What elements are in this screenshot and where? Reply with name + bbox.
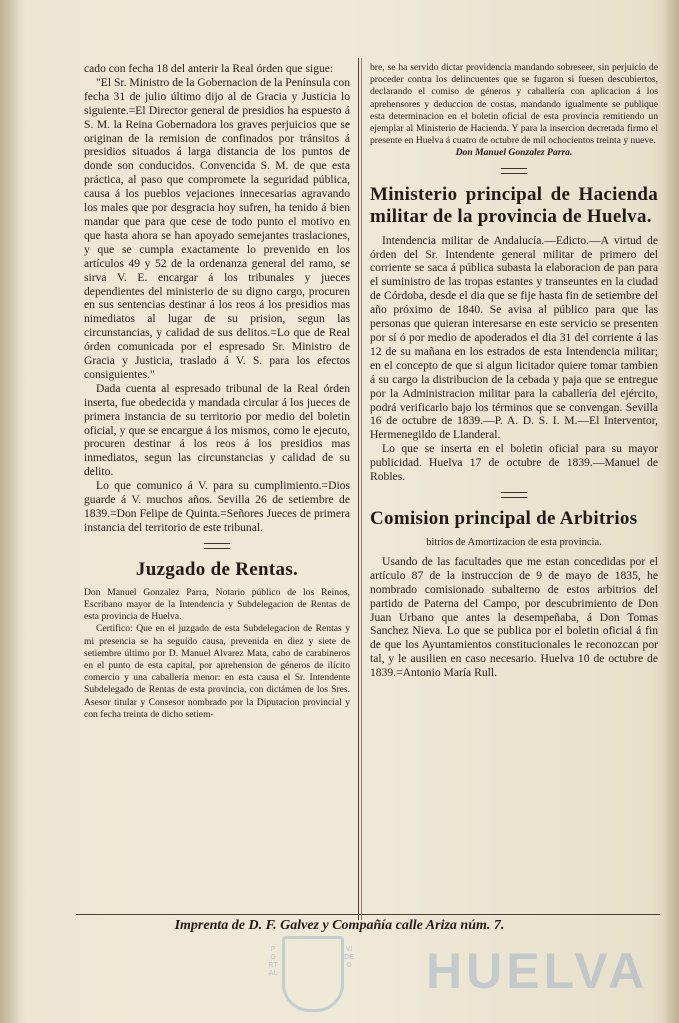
page-edge-shadow-right (663, 0, 679, 1023)
signature-gonzalez-parra: Don Manuel Gonzalez Parra. (455, 147, 573, 159)
right-paragraph-1: bre, se ha servido dictar providencia mandando sobreseer, sin perjuicio de proceder contra los delincuentes que se fugaron si fuesen descubiertos, declarando el comiso de géneros y caballería con aplicacion á los aprehensores y deduccion de costas, mandando igualmente se publique esta determinacion en el boletin oficial de esta provincia remitiendo un ejemplar al Ministerio de Hacienda. Y para la insercion decretada firmo el presente en Huelva á cuatro de octubre de mil ochocientos treinta y nueve. (370, 62, 658, 147)
watermark-left-text: PORTAL (268, 946, 278, 977)
left-royal-order-quote: "El Sr. Ministro de la Gobernacion de la Península con fecha 31 de julio último dijo al de Gracia y Justicia lo siguiente.=El Director general de presidios ha espuesto á S. M. la Reina Gobernadora los graves perjuicios que se originan de la remision de confinados por tránsitos á presidios situados á larga distancia de los puntos de donde son conducidos. Convencida S. M. de que esta práctica, al paso que compromete la seguridad pública, causa á los pueblos vejaciones innecesarias agravando los males que por desgracia hoy sufren, ha tenido á bien mandar que para que cese de todo punto el motivo en que hasta ahora se han apoyado semejantes traslaciones, y que se cumpla exactamente lo prevenido en los artículos 49 y 52 de la ordenanza general del ramo, se sirva V. E. encargar á los tribunales y jueces dependientes del ministerio de su digno cargo, procuren en sus sentencias destinar á los reos á los presidios mas nimediatos al lugar de su prision, segun las circunstancias, y calidad de sus delitos.=Lo que de Real órden comunicada por el espresado Sr. Ministro de Gracia y Justicia, traslado á V. S. para los efectos consiguientes." (84, 75, 350, 381)
left-paragraph-4: Lo que comunico á V. para su cumplimiento.=Dios guarde á V. muchos años. Sevilla 26 de setiembre de 1839.=Don Felipe de Quinta.=Señores Jueces de primera instancia del territorio de este tribunal. (84, 479, 350, 534)
right-edict: Intendencia militar de Andalucía.—Edicto.—A virtud de órden del Sr. Intendente general militar de primero del corriente se saca á pública subasta la elaboracion de pan para el suministro de las tropas estantes y transeuntes en la ciudad de Córdoba, desde el dia que se fije hasta fin de setiembre del año próximo de 1840. Se avisa al público para que las personas que quieran interesarse en este servicio se presenten por sí ó por medio de apoderados el dia 31 del corriente á las 12 de su mañana en los estrados de esta Intendencia militar; en el concepto de que si algun licitador quiere tomar tambien á su cargo la distribucion de la cebada y paja que se entregue por la Administracion militar para la caballería del ejército, podrá verificarlo bajo los términos que se convengan. Sevilla 16 de octubre de 1839.—P. A. D. S. I. M.—El Interventor, Hermenegildo de Llanderal. (370, 233, 658, 442)
printer-imprint: Imprenta de D. F. Galvez y Compañía calle Ariza núm. 7. (174, 918, 505, 933)
left-notary-intro: Don Manuel Gonzalez Parra, Notario público de los Reinos, Escribano mayor de la Intendencia y Subdelegacion de Rentas de esta provincia de Huelva. (84, 586, 350, 623)
shield-icon (282, 936, 344, 1012)
portal-watermark (268, 936, 666, 1010)
heading-juzgado-rentas: Juzgado de Rentas. (135, 558, 299, 580)
column-rule-inner (361, 58, 362, 920)
subheading-amortizacion: bitrios de Amortizacion de esta provincia. (426, 536, 602, 548)
heading-ministerio-hacienda: Ministerio principal de Hacienda militar de la provincia de Huelva. (370, 183, 658, 227)
right-paragraph-3: Lo que se inserta en el boletin oficial para su mayor publicidad. Huelva 17 de octubre de 1839.—Manuel de Robles. (370, 442, 658, 484)
section-separator (501, 168, 527, 174)
footer-rule (76, 914, 660, 915)
column-rule (358, 58, 359, 920)
section-separator (204, 543, 230, 549)
watermark-right-text: VIDEO (344, 946, 354, 969)
right-column (370, 62, 658, 680)
left-paragraph-3: Dada cuenta al espresado tribunal de la Real órden inserta, fue obedecida y mandada circular á los jueces de primera instancia de su territorio por medio del boletin oficial, y que se encargue á los mismos, como le ejecuto, procuren destinar á los reos á los presidios mas inmediatos, segun las circunstancias y calidad de su delito. (84, 381, 350, 479)
left-column (84, 62, 350, 721)
section-separator (501, 492, 527, 498)
left-certification: Certifico: Que en el juzgado de esta Subdelegacion de Rentas y mi presencia se ha seguido causa, prevenida en diez y siete de setiembre último por D. Manuel Alvarez Mata, cabo de carabineros en el punto de esta capital, por aprehension de géneros de ilícito comercio y una caballería menor: en esta causa el Sr. Intendente Subdelegado de Rentas de esta provincia, con dictámen de los Sres. Asesor titular y Consesor nombrado por la Diputacion provincial y con fecha treinta de dicho setiem- (84, 623, 350, 720)
heading-comision-arbitrios: Comision principal de Arbitrios (370, 507, 638, 529)
left-paragraph-1: cado con fecha 18 del anterir la Real órden que sigue: (84, 62, 334, 75)
page-edge-shadow-left (0, 0, 20, 1023)
watermark-word: HUELVA (426, 943, 649, 999)
right-paragraph-4: Usando de las facultades que me estan concedidas por el artículo 87 de la instruccion de 9 de mayo de 1835, he nombrado comisionado subalterno de estos arbitrios del partido de Paterna del Campo, por descubrimiento de Don Juan Urbano que antes la desempeñaba, á Don Tomas Sanchez Nieva. Lo que se publica por el boletin oficial á fin de que los Ayuntamientos constitucionales le reconozcan por tal, y le ausilien en caso necesario. Huelva 10 de octubre de 1839.=Antonio María Rull. (370, 554, 658, 680)
